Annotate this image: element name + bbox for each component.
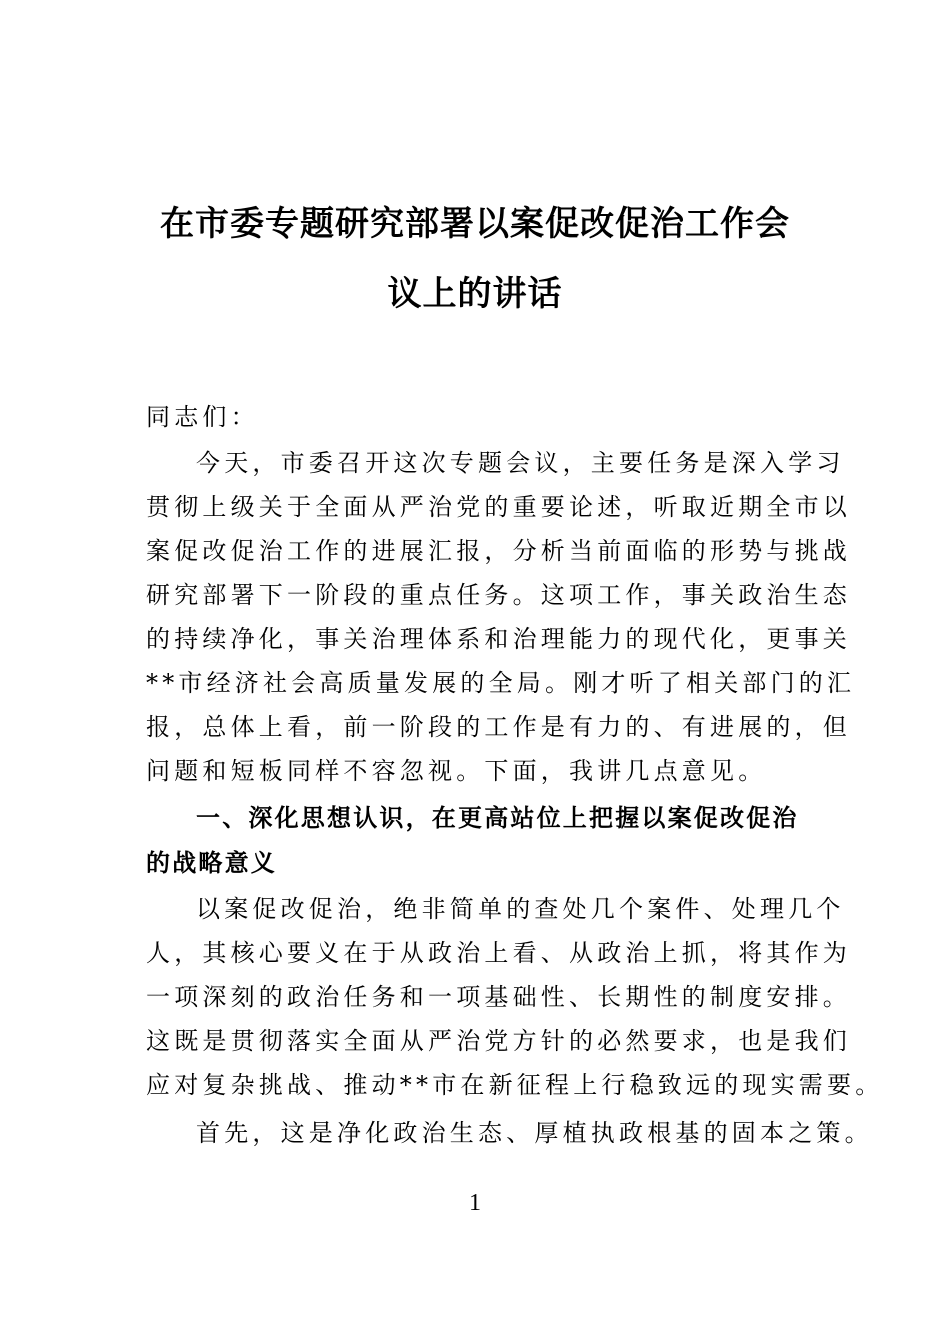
section-heading-1-line: 一、深化思想认识，在更高站位上把握以案促改促治 — [196, 804, 799, 832]
document-title-line-1: 在市委专题研究部署以案促改促治工作会 — [160, 204, 790, 244]
paragraph-1-line: **市经济社会高质量发展的全局。刚才听了相关部门的汇 — [146, 669, 856, 697]
paragraph-1-line: 问题和短板同样不容忽视。下面，我讲几点意见。 — [146, 757, 767, 785]
paragraph-2-line: 一项深刻的政治任务和一项基础性、长期性的制度安排。 — [146, 983, 851, 1011]
paragraph-2-line: 以案促改促治，绝非简单的查处几个案件、处理几个 — [196, 895, 845, 923]
paragraph-1-line: 研究部署下一阶段的重点任务。这项工作，事关政治生态 — [146, 581, 851, 609]
paragraph-3-line: 首先，这是净化政治生态、厚植执政根基的固本之策。 — [196, 1119, 873, 1147]
paragraph-2-line: 应对复杂挑战、推动**市在新征程上行稳致远的现实需要。 — [146, 1071, 884, 1099]
paragraph-1-line: 贯彻上级关于全面从严治党的重要论述，听取近期全市以 — [146, 493, 851, 521]
paragraph-1-line: 今天，市委召开这次专题会议，主要任务是深入学习 — [196, 449, 845, 477]
section-heading-1-line: 的战略意义 — [146, 849, 277, 877]
paragraph-2-line: 这既是贯彻落实全面从严治党方针的必然要求，也是我们 — [146, 1027, 851, 1055]
paragraph-1-line: 案促改促治工作的进展汇报，分析当前面临的形势与挑战 — [146, 537, 851, 565]
document-title-line-2: 议上的讲话 — [387, 274, 563, 314]
salutation: 同志们： — [146, 403, 259, 431]
paragraph-1-line: 的持续净化，事关治理体系和治理能力的现代化，更事关 — [146, 625, 851, 653]
paragraph-2-line: 人，其核心要义在于从政治上看、从政治上抓，将其作为 — [146, 939, 851, 967]
page-number: 1 — [469, 1190, 481, 1216]
paragraph-1-line: 报，总体上看，前一阶段的工作是有力的、有进展的，但 — [146, 713, 851, 741]
